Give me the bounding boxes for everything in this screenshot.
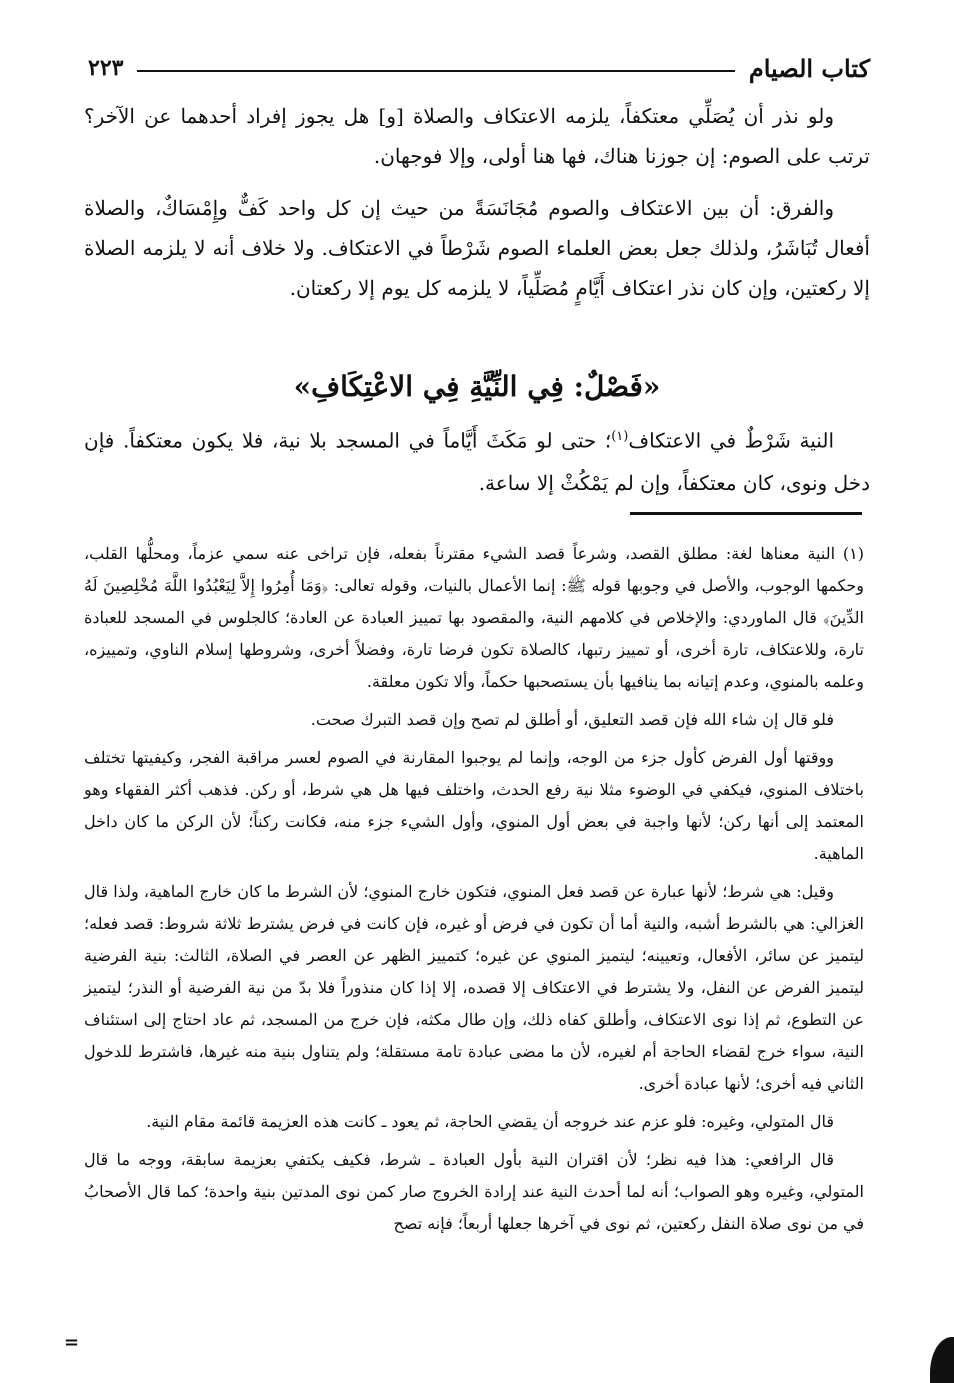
footnotes [84,538,864,1246]
page-header [88,48,870,88]
footnote-paragraph [84,538,864,698]
section-text [84,416,870,504]
footnote-text: النية معناها لغة: مطلق القصد، وشرعاً قصد الشيء مقترناً بفعله، فإن تراخى عنه سمي عزماً، ومحلُّها القلب، وحكمها الوجوب، والأصل في وجوبها قوله ﷺ: إنما الأعمال بالنيات، وقوله تعالى: ﴿وَمَا أُمِرُوا إِلاَّ لِيَعْبُدُوا اللَّهَ مُخْلِصِينَ لَهُ الدِّينَ﴾ قال الماوردي: والإخلاص في كلامهم النية، والمقصود بها تمييز العبادة عن العادة؛ كالجلوس في المسجد للعبادة تارة، وللاعتكاف، تارة أخرى، أو تمييز رتبها، كالصلاة تكون فرضا تارة، وفضلاً أخرى، وشروطها إسلام الناوي، وتمييزه، وعلمه بالمنوي، وعدم إتيانه بما ينافيها بأن يستصحبها حكماً، وألا تكون معلقة. [84,544,864,691]
footnote-paragraph: ووقتها أول الفرض كأول جزء من الوجه، وإنما لم يوجبوا المقارنة في الصوم لعسر مراقبة الفجر، وكيفيتها تختلف باختلاف المنوي، فيكفي في الوضوء مثلا نية رفع الحدث، واختلف فيها هل هي شرط، أو ركن. فذهب أكثر الفقهاء وهو المعتمد إلى أنها ركن؛ لأنها واجبة في بعض أول المنوي، وأول الشيء جزء منه، فكانت ركناً؛ لأن الركن ما كان داخل الماهية. [84,748,865,863]
footnote-reference: (١) [611,429,629,444]
page-number: ٢٢٣ [88,55,124,81]
main-text [84,96,870,320]
continuation-mark: = [64,1332,80,1353]
main-paragraph: ولو نذر أن يُصَلِّي معتكفاً، يلزمه الاعتكاف والصلاة [و] هل يجوز إفراد أحدهما عن الآخر؟ ترتب على الصوم: إن جوزنا هناك، فها هنا أولى، وإلا فوجهان. [84,104,870,168]
section-heading: «فَصْلٌ: فِي النِّيَّةِ فِي الاعْتِكَافِ» [293,370,661,403]
header-rule [137,70,734,72]
footnote-paragraph: قال الرافعي: هذا فيه نظر؛ لأن اقتران النية بأول العبادة ـ شرط، فكيف يكتفي بعزيمة سابقة، ووجه ما قال المتولي، وغيره وهو الصواب؛ أنه لما أحدث النية عند إرادة الخروج صار كمن نوى المدتين بنية واحدة؛ كما قال الأصحابُ في من نوى صلاة النفل ركعتين، ثم نوى في آخرها جعلها أربعاً؛ فإنه تصح [84,1150,864,1233]
scan-corner-shadow [930,1337,954,1383]
section-paragraph-rest: ؛ حتى لو مَكَثَ أَيَّاماً في المسجد بلا نية، فلا يكون معتكفاً. فإن دخل ونوى، كان معتكفاً، وإن لم يَمْكُثْ إلا ساعة. [84,428,870,495]
section-paragraph [84,416,870,504]
footnote-paragraph: قال المتولي، وغيره: فلو عزم عند خروجه أن يقضي الحاجة، ثم يعود ـ كانت هذه العزيمة قائمة مقام النية. [146,1112,834,1131]
footnote-marker: (١) [842,544,865,563]
main-paragraph: والفرق: أن بين الاعتكاف والصوم مُجَانَسَةً من حيث إن كل واحد كَفٌّ وإِمْسَاكٌ، والصلاة أفعال تُبَاشَرُ، ولذلك جعل بعض العلماء الصوم شَرْطاً في الاعتكاف. ولا خلاف أنه لا يلزمه الصلاة إلا ركعتين، وإن كان نذر اعتكاف أَيَّامٍ مُصَلِّياً، لا يلزمه كل يوم إلا ركعتان. [84,196,870,300]
footnote-separator [630,512,862,515]
footnote-paragraph: فلو قال إن شاء الله فإن قصد التعليق، أو أطلق لم تصح وإن قصد التبرك صحت. [310,710,834,729]
running-title: كتاب الصيام [748,53,870,83]
section-paragraph-start: النية شَرْطٌ في الاعتكاف [628,428,834,453]
footnote-paragraph: وقيل: هي شرط؛ لأنها عبارة عن قصد فعل المنوي، فتكون خارج المنوي؛ لأن الشرط ما كان خارج الماهية، ولذا قال الغزالي: هي بالشرط أشبه، والنية أما أن تكون في فرض أو غيره، فإن كانت في فرض يشترط ثلاثة شروط: قصد فعله؛ ليتميز عن سائر، الأفعال، وتعيينه؛ ليتميز المنوي عن غيره؛ كتمييز الظهر عن العصر في الصلاة، الثالث: بنية الفرضية ليتميز الفرض عن النفل، ولا يشترط في الاعتكاف إلا قصده، إلا إذا كان منذوراً فلا بدّ من نية الفرضية أو النذر؛ ليتميز عن التطوع، ثم إذا نوى الاعتكاف، وأطلق كفاه ذلك، وإن طال مكثه، فإن خرج من المسجد، ثم عاد احتاج إلى استئناف النية، سواء خرج لقضاء الحاجة أم لغيره، لأن ما مضى عبادة تامة مستقلة؛ ولم يتناول بنية منه غيرها، فاشترط للدخول الثاني فيه أخرى؛ لأنها عبادة أخرى. [84,882,865,1093]
